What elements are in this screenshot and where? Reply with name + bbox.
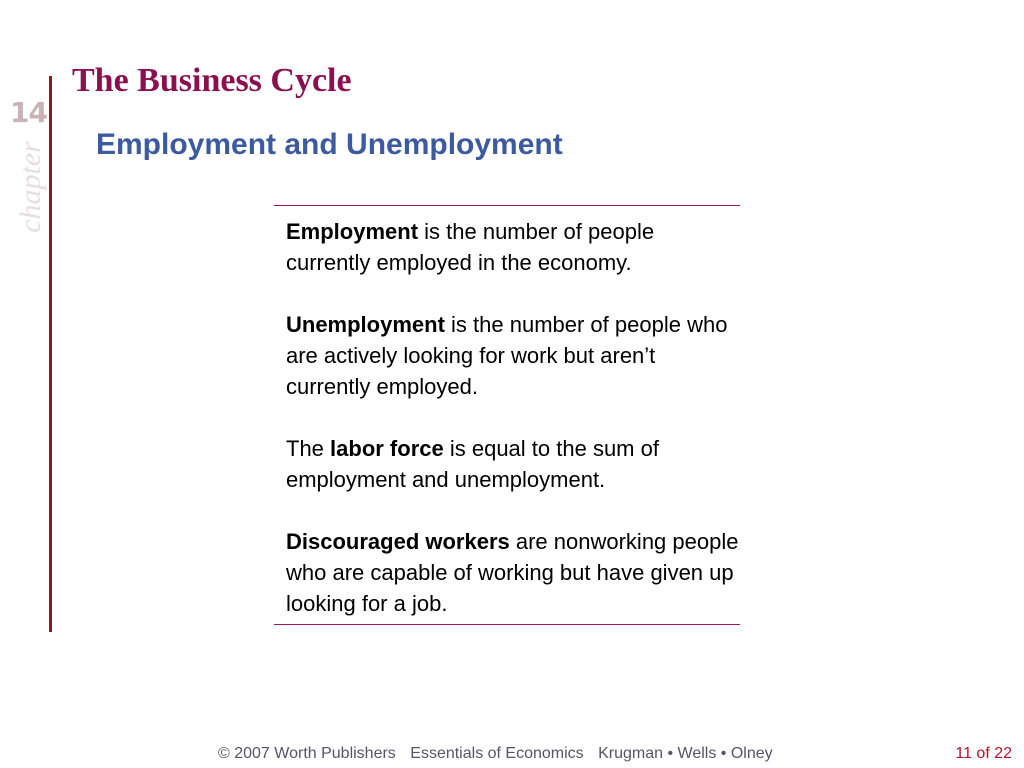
footer-book: Essentials of Economics [410,745,584,762]
definition-term: Employment [286,219,419,244]
page-indicator: 11 of 22 [955,745,1012,762]
definition-term: Discouraged workers [286,529,510,554]
slide-subtitle: Employment and Unemployment [96,128,563,161]
definitions-box [274,205,740,625]
footer-authors: Krugman • Wells • Olney [598,745,773,762]
chapter-number: 14 [10,96,47,129]
definition-unemployment [286,309,742,402]
definition-term: Unemployment [286,312,445,337]
footer [218,745,783,763]
definition-discouraged-workers [286,526,742,619]
margin-line [49,76,52,632]
slide-title: The Business Cycle [72,62,352,99]
definition-text: are nonworking people who are capable of working but have given up looking for a job. [286,529,739,616]
definition-text: is the number of people who are actively looking for work but aren’t currently employed. [286,312,728,399]
footer-copyright: © 2007 Worth Publishers [218,745,396,762]
definition-text: is the number of people currently employed in the economy. [286,219,655,275]
definition-text: is equal to the sum of employment and unemployment. [286,436,659,492]
definition-employment [286,216,742,278]
definition-labor-force [286,433,742,495]
definition-term: labor force [330,436,444,461]
chapter-label: chapter [14,141,47,233]
definition-pre: The [286,436,331,461]
